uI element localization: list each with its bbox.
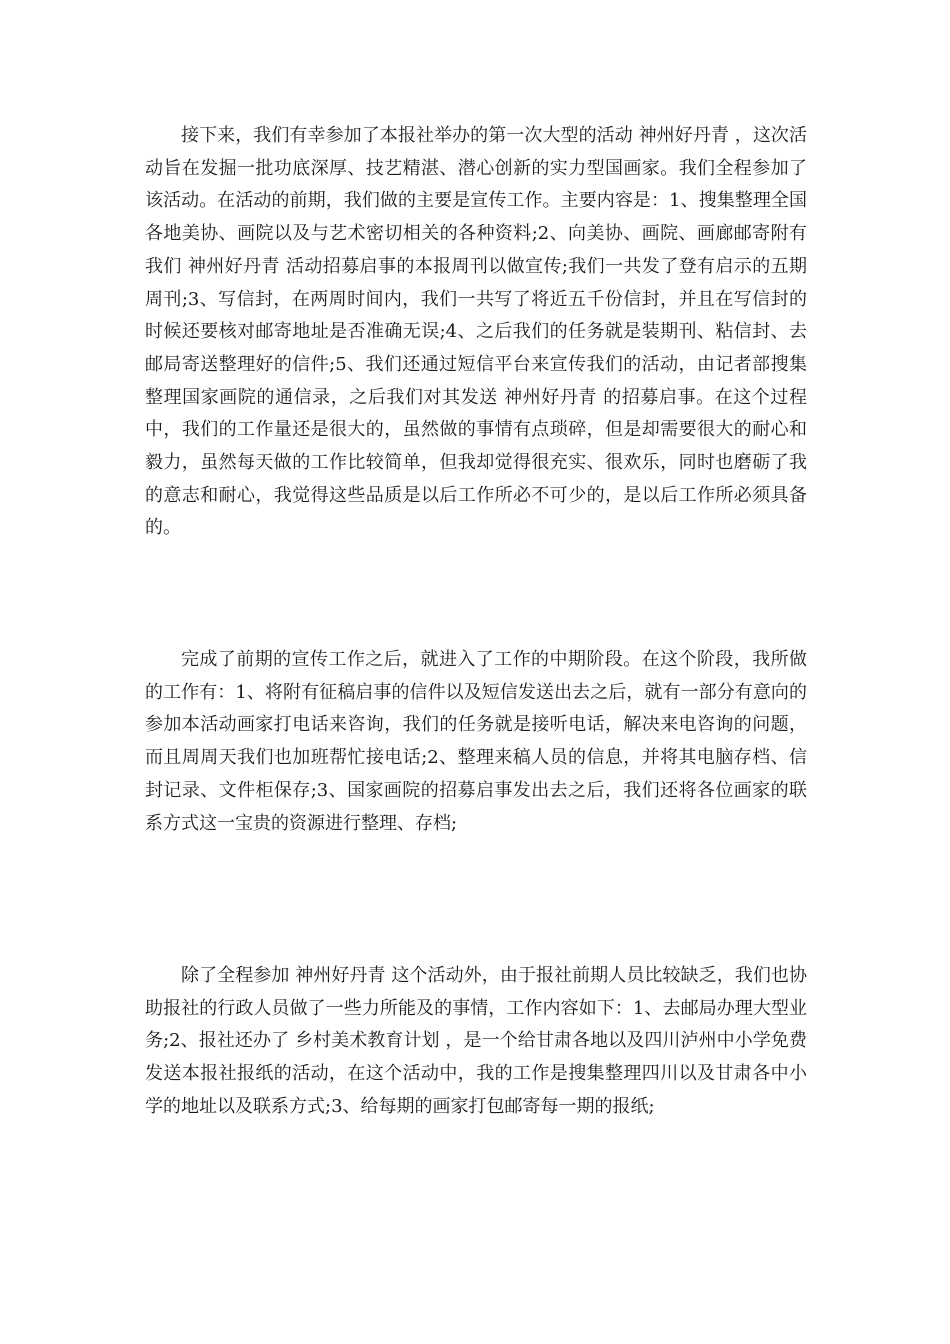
paragraph-publicity-work: 接下来，我们有幸参加了本报社举办的第一次大型的活动 神州好丹青 ，这次活动旨在发掘一批功底深厚、技艺精湛、潜心创新的实力型国画家。我们全程参加了该活动。在活动的前期，我们做的主要是宣传工作。主要内容是：1、搜集整理全国各地美协、画院以及与艺术密切相关的各种资料;2、向美协、画院、画廊邮寄附有我们 神州好丹青 活动招募启事的本报周刊以做宣传;我们一共发了登有启示的五期周刊;3、写信封，在两周时间内，我们一共写了将近五千份信封，并且在写信封的时候还要核对邮寄地址是否准确无误;4、之后我们的任务就是装期刊、粘信封、去邮局寄送整理好的信件;5、我们还通过短信平台来宣传我们的活动，由记者部搜集整理国家画院的通信录，之后我们对其发送 神州好丹青 的招募启事。在这个过程中，我们的工作量还是很大的，虽然做的事情有点琐碎，但是却需要很大的耐心和毅力，虽然每天做的工作比较简单，但我却觉得很充实、很欢乐，同时也磨砺了我的意志和耐心，我觉得这些品质是以后工作所必不可少的，是以后工作所必须具备的。 <box>145 125 807 539</box>
paragraph-mid-stage-work: 完成了前期的宣传工作之后，就进入了工作的中期阶段。在这个阶段，我所做的工作有：1、将附有征稿启事的信件以及短信发送出去之后，就有一部分有意向的参加本活动画家打电话来咨询，我们的任务就是接听电话，解决来电咨询的问题，而且周周天我们也加班帮忙接电话;2、整理来稿人员的信息，并将其电脑存档、信封记录、文件柜保存;3、国家画院的招募启事发出去之后，我们还将各位画家的联系方式这一宝贵的资源进行整理、存档; <box>145 649 807 834</box>
paragraph-admin-assistance: 除了全程参加 神州好丹青 这个活动外，由于报社前期人员比较缺乏，我们也协助报社的行政人员做了一些力所能及的事情，工作内容如下：1、去邮局办理大型业务;2、报社还办了 乡村美术教育计划 ，是一个给甘肃各地以及四川泸州中小学免费发送本报社报纸的活动，在这个活动中，我的工作是搜集整理四川以及甘肃各中小学的地址以及联系方式;3、给每期的画家打包邮寄每一期的报纸; <box>145 965 807 1117</box>
